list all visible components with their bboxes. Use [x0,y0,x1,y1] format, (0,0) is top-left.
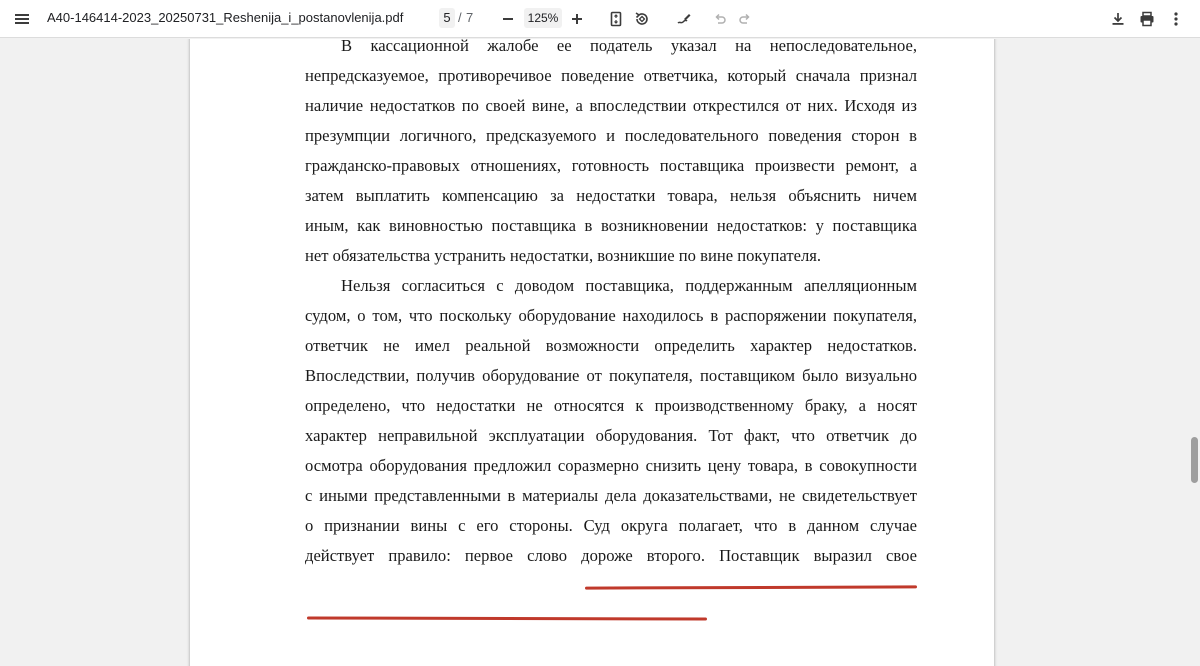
text-line: Впоследствии, получив оборудование от покупателя, поставщиком было визуально [305,366,917,385]
text-line: характер неправильной эксплуатации оборудования. Тот факт, что ответчик до [305,426,917,445]
pdf-viewer[interactable] [0,39,1200,666]
document-title: A40-146414-2023_20250731_Reshenija_i_postanovlenija.pdf [47,10,404,25]
vertical-scrollbar[interactable] [1190,39,1198,666]
fit-page-icon[interactable] [604,7,628,31]
current-page-input[interactable]: 5 [439,8,455,28]
print-icon[interactable] [1135,7,1159,31]
pdf-toolbar [0,0,1200,38]
undo-icon[interactable] [708,7,732,31]
red-underline-mark [585,585,917,589]
zoom-level-input[interactable]: 125% [524,8,562,28]
text-line: гражданско-правовых отношениях, готовность поставщика произвести ремонт, а [305,156,917,175]
rotate-icon[interactable] [630,7,654,31]
text-line: определено, что недостатки не относятся к производственному браку, а носят [305,396,917,415]
page-text [305,39,917,571]
redo-icon[interactable] [733,7,757,31]
total-pages: 7 [466,10,474,25]
text-line: иным, как виновностью поставщика в возникновении недостатков: у поставщика [305,216,917,235]
text-line: осмотра оборудования предложил соразмерно снизить цену товара, в совокупности [305,456,917,475]
red-underline-mark [307,616,707,620]
text-line: затем выплатить компенсацию за недостатки товара, нельзя объяснить ничем [305,186,917,205]
text-line: нет обязательства устранить недостатки, возникшие по вине покупателя. [305,246,822,265]
text-line: непредсказуемое, противоречивое поведение ответчика, который сначала признал [305,66,917,85]
zoom-out-icon[interactable] [496,7,520,31]
paragraph-2 [305,271,917,571]
text-line: действует правило: первое слово дороже второго. Поставщик выразил свое [305,546,917,565]
download-icon[interactable] [1106,7,1130,31]
text-line: наличие недостатков по своей вине, а впоследствии открестился от них. Исходя из [305,96,917,115]
pdf-page [190,39,994,666]
more-vert-icon[interactable] [1164,7,1188,31]
page-separator: / [458,10,462,25]
text-line: с иными представленными в материалы дела доказательствами, не свидетельствует [305,486,917,505]
text-line: презумпции логичного, предсказуемого и последовательного поведения сторон в [305,126,917,145]
zoom-in-icon[interactable] [565,7,589,31]
paragraph-1 [305,39,917,271]
text-line: о признании вины с его стороны. Суд округа полагает, что в данном случае [305,516,917,535]
text-line: Нельзя согласиться с доводом поставщика, поддержанным апелляционным [341,276,917,295]
text-line: судом, о том, что поскольку оборудование находилось в распоряжении покупателя, [305,306,917,325]
text-line: В кассационной жалобе ее податель указал на непоследовательное, [341,39,917,55]
scrollbar-thumb[interactable] [1191,437,1198,483]
text-line: ответчик не имел реальной возможности определить характер недостатков. [305,336,917,355]
menu-icon[interactable] [10,7,34,31]
pen-annotate-icon[interactable] [672,7,696,31]
